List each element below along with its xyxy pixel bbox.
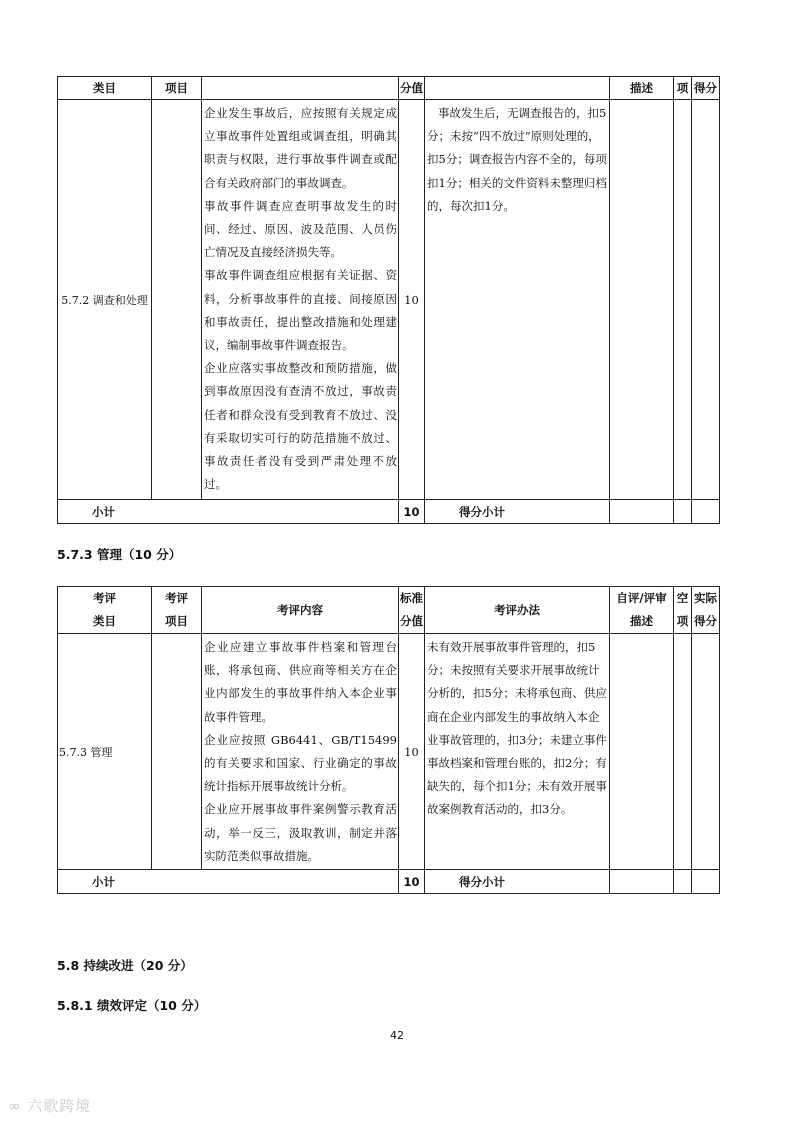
row-category: 5.7.2 调查和处理 (58, 100, 152, 500)
header-category: 类目 (58, 77, 152, 100)
method-text: 未有效开展事故事件管理的，扣5分；未按照有关要求开展事故统计分析的，扣5分；未将承包商、供应商在企业内部发生的事故纳入本企业事故管理的，扣3分；未建立事件事故档案和管理台账的，扣2分；有缺失的，每个扣1分；未有效开展事故案例教育活动的，扣3分。 (427, 640, 607, 817)
row-item (152, 634, 202, 870)
subtotal-empty-item (674, 870, 692, 894)
subtotal-description (610, 500, 674, 524)
header-score-line1: 标准 (400, 591, 423, 605)
subtotal-label: 小计 (58, 500, 399, 524)
row-method (425, 100, 610, 500)
header-description-line1: 自评/评审 (616, 591, 667, 605)
watermark-logo-icon: ∞ (8, 1097, 22, 1115)
watermark (8, 1095, 91, 1116)
content-paragraph: 企业应开展事故事件案例警示教育活动，举一反三，汲取教训，制定并落实防范类似事故措施。 (204, 802, 397, 863)
subtotal-actual-score (692, 870, 720, 894)
page-number: 42 (390, 1029, 404, 1042)
header-category-line2: 类目 (93, 614, 116, 628)
header-empty-item-line1: 空 (676, 591, 689, 605)
header-actual-score: 得分 (692, 77, 720, 100)
content-paragraph: 企业应建立事故事件档案和管理台账，将承包商、供应商等相关方在企业内部发生的事故事件纳入本企业事故事件管理。 (204, 640, 397, 724)
row-score: 10 (399, 634, 425, 870)
header-category (58, 587, 152, 634)
subtotal-score-label: 得分小计 (425, 870, 610, 894)
row-description (610, 100, 674, 500)
section-heading: 5.8 持续改进（20 分） (57, 958, 193, 973)
content-paragraph: 事故事件调查组应根据有关证据、资料，分析事故事件的直接、间接原因和事故责任，提出整改措施和处理建议，编制事故事件调查报告。 (204, 268, 397, 353)
header-description (610, 587, 674, 634)
header-actual-score-line2: 得分 (694, 614, 717, 628)
subtotal-score-label: 得分小计 (425, 500, 610, 524)
header-item: 项目 (152, 77, 202, 100)
header-empty-item-line2: 项 (676, 614, 689, 628)
header-method: 考评办法 (425, 587, 610, 634)
watermark-text: 六歌跨境 (27, 1097, 92, 1115)
header-content: 考评内容 (202, 587, 399, 634)
row-score: 10 (399, 100, 425, 500)
subtotal-label: 小计 (58, 870, 399, 894)
section-heading: 5.8.1 绩效评定（10 分） (57, 998, 207, 1013)
scoring-table-1 (57, 76, 720, 524)
header-score (399, 587, 425, 634)
header-method (425, 77, 610, 100)
section-heading: 5.7.3 管理（10 分） (57, 547, 182, 562)
header-item-line1: 考评 (165, 591, 188, 605)
row-actual-score (692, 634, 720, 870)
content-paragraph: 企业应按照 GB6441、GB/T15499 的有关要求和国家、行业确定的事故统计指标开展事故统计分析。 (204, 732, 397, 794)
header-item (152, 587, 202, 634)
content-paragraph: 企业发生事故后，应按照有关规定成立事故事件处置组或调查组，明确其职责与权限，进行事故事件调查或配合有关政府部门的事故调查。 (204, 106, 397, 190)
header-actual-score (692, 587, 720, 634)
header-score-line2: 分值 (400, 614, 423, 628)
header-description-line2: 描述 (630, 614, 653, 628)
header-category-line1: 考评 (93, 591, 116, 605)
header-score: 分值 (399, 77, 425, 100)
header-description: 描述 (610, 77, 674, 100)
header-empty-item: 项 (674, 77, 692, 100)
content-paragraph: 事故事件调查应查明事故发生的时间、经过、原因、波及范围、人员伤亡情况及直接经济损失等。 (204, 198, 397, 260)
row-content (202, 634, 399, 870)
subtotal-score: 10 (399, 870, 425, 894)
header-item-line2: 项目 (165, 614, 188, 628)
subtotal-description (610, 870, 674, 894)
row-category: 5.7.3 管理 (58, 634, 152, 870)
row-method (425, 634, 610, 870)
row-item (152, 100, 202, 500)
row-empty-item (674, 100, 692, 500)
subtotal-actual-score (692, 500, 720, 524)
method-text: 事故发生后，无调查报告的，扣5分；未按“四不放过”原则处理的，扣5分；调查报告内容不全的，每项扣1分；相关的文件资料未整理归档的，每次扣1分。 (427, 106, 607, 213)
row-description (610, 634, 674, 870)
header-actual-score-line1: 实际 (694, 591, 717, 605)
row-empty-item (674, 634, 692, 870)
subtotal-empty-item (674, 500, 692, 524)
row-actual-score (692, 100, 720, 500)
content-paragraph: 企业应落实事故整改和预防措施，做到事故原因没有查清不放过，事故责任者和群众没有受到教育不放过、没有采取切实可行的防范措施不放过、事故责任者没有受到严肃处理不放过。 (204, 361, 397, 492)
row-content (202, 100, 399, 500)
header-empty-item (674, 587, 692, 634)
subtotal-score: 10 (399, 500, 425, 524)
header-content (202, 77, 399, 100)
scoring-table-2 (57, 586, 720, 894)
